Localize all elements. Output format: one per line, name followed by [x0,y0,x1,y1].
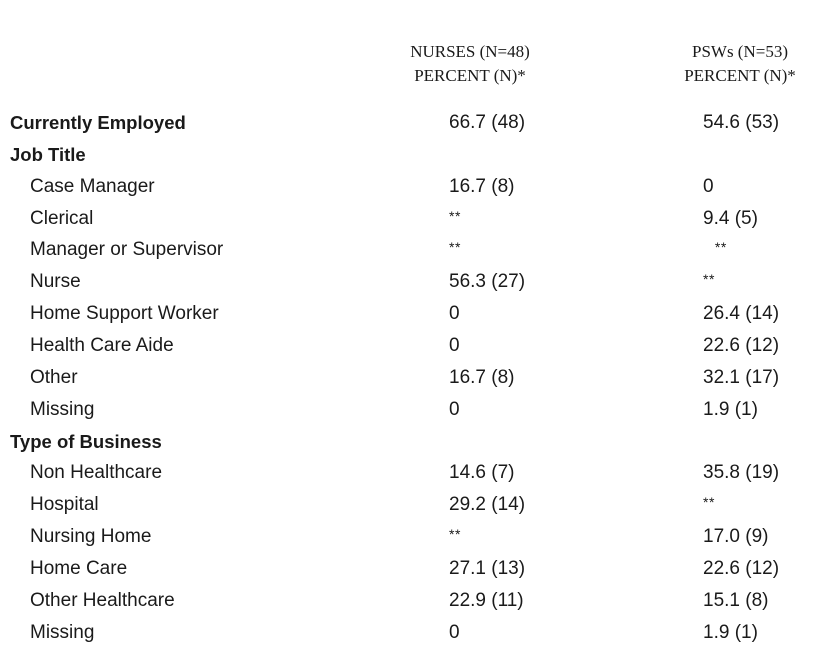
row-label: Health Care Aide [30,334,174,356]
nurses-value: ** [449,239,461,256]
psws-value: 0 [703,175,714,197]
row-label: Nurse [30,271,81,293]
nurses-value: 22.9 (11) [449,589,524,611]
row-label: Missing [30,398,95,420]
nurses-value: 0 [449,621,460,643]
row-label: Home Care [30,557,128,579]
nurses-value: ** [449,526,461,543]
table-row [0,107,820,139]
psws-value: 22.6 (12) [703,334,780,356]
column-header-nurses [385,40,555,88]
column-header-psws [665,40,815,88]
psws-value: 1.9 (1) [703,398,758,420]
row-label: Hospital [30,494,99,516]
table-row [0,553,820,585]
psws-value: ** [714,239,727,256]
section-heading: Job Title [10,143,86,165]
table-row [0,617,820,649]
psws-value: 9.4 (5) [703,207,758,229]
row-label: Home Support Worker [30,303,219,325]
column-header-psws-title: PSWs (N=53) [691,42,788,61]
psws-value: ** [703,271,715,288]
nurses-value: 29.2 (14) [449,494,526,516]
nurses-value: ** [449,207,461,224]
table-row [0,457,820,489]
section-heading: Type of Business [10,430,162,452]
table-row [0,330,820,362]
table-row [0,489,820,521]
table-row [0,521,820,553]
nurses-value: 0 [449,303,460,325]
nurses-value: 0 [449,398,460,420]
table-row [0,394,820,426]
nurses-value: 56.3 (27) [449,271,526,293]
column-header-psws-unit: PERCENT (N)* [684,66,796,85]
psws-value: ** [703,494,715,511]
table-row [0,171,820,203]
nurses-value: 0 [449,334,460,356]
nurses-value: 27.1 (13) [449,557,526,579]
nurses-value: 14.6 (7) [449,462,515,484]
section-heading: Currently Employed [10,112,186,133]
table-row [0,266,820,298]
nurses-value: 66.7 (48) [449,112,526,133]
row-label: Other Healthcare [30,589,175,611]
table-row [0,203,820,235]
table-row [0,585,820,617]
psws-value: 15.1 (8) [703,589,769,611]
nurses-value: 16.7 (8) [449,175,515,197]
nurses-value: 16.7 (8) [449,366,515,388]
table-row [0,426,820,458]
psws-value: 32.1 (17) [703,366,780,388]
psws-value: 35.8 (19) [703,462,780,484]
psws-value: 22.6 (12) [703,557,780,579]
psws-value: 54.6 (53) [703,112,780,133]
table-row [0,139,820,171]
row-label: Non Healthcare [30,462,163,484]
psws-value: 26.4 (14) [703,303,780,325]
row-label: Clerical [30,207,94,229]
row-label: Other [30,366,78,388]
column-header-nurses-title: NURSES (N=48) [410,42,530,61]
psws-value: 17.0 (9) [703,526,769,548]
row-label: Case Manager [30,175,155,197]
row-label: Missing [30,621,95,643]
row-label: Manager or Supervisor [30,239,224,261]
column-header-nurses-unit: PERCENT (N)* [414,66,526,85]
table-row [0,298,820,330]
table-row [0,234,820,266]
row-label: Nursing Home [30,526,152,548]
psws-value: 1.9 (1) [703,621,758,643]
table-row [0,362,820,394]
